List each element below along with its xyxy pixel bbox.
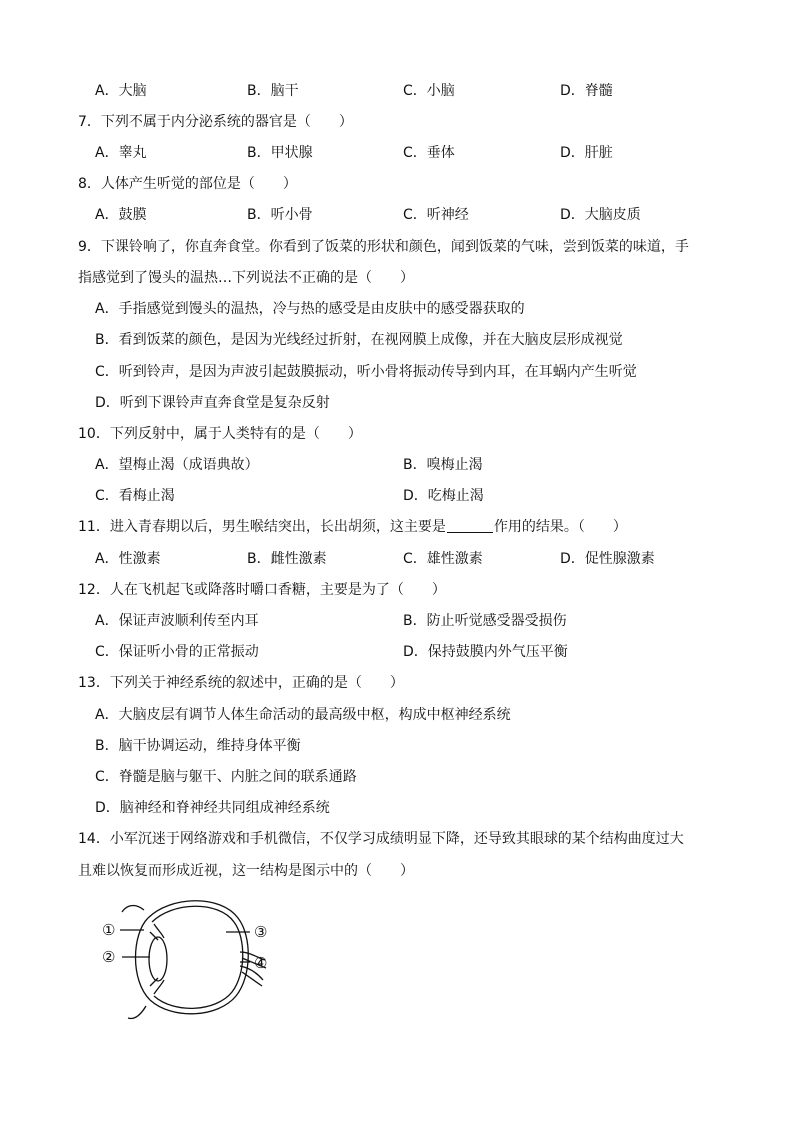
q7-stem: 7．下列不属于内分泌系统的器官是（ ） (78, 114, 353, 130)
q9-stem-line2: 指感觉到了馒头的温热…下列说法不正确的是（ ） (78, 270, 414, 286)
q12-option-c: C．保证听小骨的正常振动 (95, 644, 259, 660)
q10-option-d: D．吃梅止渴 (403, 488, 484, 504)
q6-option-c: C．小脑 (403, 83, 455, 99)
q8-stem: 8．人体产生听觉的部位是（ ） (78, 176, 297, 192)
q13-option-a: A．大脑皮层有调节人体生命活动的最高级中枢，构成中枢神经系统 (95, 707, 511, 723)
q13-stem: 13．下列关于神经系统的叙述中，正确的是（ ） (78, 675, 404, 691)
figure-label-4: ④ (254, 954, 268, 972)
q14-stem-line1: 14．小军沉迷于网络游戏和手机微信，不仅学习成绩明显下降，还导致其眼球的某个结构曲度过大 (78, 831, 684, 847)
q6-option-b: B．脑干 (247, 83, 299, 99)
q9-option-b: B．看到饭菜的颜色，是因为光线经过折射，在视网膜上成像，并在大脑皮层形成视觉 (95, 332, 623, 348)
q11-option-c: C．雄性激素 (403, 551, 483, 567)
q11-option-b: B．雌性激素 (247, 551, 327, 567)
q7-option-c: C．垂体 (403, 145, 455, 161)
q12-stem: 12．人在飞机起飞或降落时嚼口香糖，主要是为了（ ） (78, 582, 446, 598)
q11-option-d: D．促性腺激素 (560, 551, 655, 567)
figure-label-1: ① (102, 921, 116, 939)
q8-option-d: D．大脑皮质 (560, 207, 641, 223)
figure-label-3: ③ (254, 923, 268, 941)
q9-option-d: D．听到下课铃声直奔食堂是复杂反射 (95, 395, 330, 411)
q8-option-b: B．听小骨 (247, 207, 313, 223)
q7-option-d: D．肝脏 (560, 145, 613, 161)
q13-option-b: B．脑干协调运动，维持身体平衡 (95, 738, 301, 754)
q7-option-b: B．甲状腺 (247, 145, 313, 161)
q9-option-c: C．听到铃声，是因为声波引起鼓膜振动，听小骨将振动传导到内耳，在耳蜗内产生听觉 (95, 364, 637, 380)
q12-option-d: D．保持鼓膜内外气压平衡 (403, 644, 568, 660)
q12-option-a: A．保证声波顺利传至内耳 (95, 613, 259, 629)
eye-diagram (100, 888, 290, 1028)
q11-stem-post: 作用的结果。（ ） (493, 519, 627, 535)
q12-option-b: B．防止听觉感受器受损伤 (403, 613, 567, 629)
q8-option-a: A．鼓膜 (95, 207, 147, 223)
q9-stem-line1: 9．下课铃响了，你直奔食堂。你看到了饭菜的形状和颜色，闻到饭菜的气味，尝到饭菜的味道，手 (78, 239, 689, 255)
q13-option-d: D．脑神经和脊神经共同组成神经系统 (95, 800, 330, 816)
q11-option-a: A．性激素 (95, 551, 161, 567)
q10-option-b: B．嗅梅止渴 (403, 457, 483, 473)
q8-option-c: C．听神经 (403, 207, 469, 223)
q10-stem: 10．下列反射中，属于人类特有的是（ ） (78, 426, 362, 442)
q10-option-a: A．望梅止渴（成语典故） (95, 457, 259, 473)
q14-stem-line2: 且难以恢复而形成近视，这一结构是图示中的（ ） (78, 863, 414, 879)
q11-stem-pre: 11．进入青春期以后，男生喉结突出，长出胡须，这主要是 (78, 519, 446, 535)
q13-option-c: C．脊髓是脑与躯干、内脏之间的联系通路 (95, 769, 357, 785)
q6-option-d: D．脊髓 (560, 83, 613, 99)
q11-blank (447, 518, 493, 533)
q10-option-c: C．看梅止渴 (95, 488, 175, 504)
q7-option-a: A．睾丸 (95, 145, 147, 161)
q6-option-a: A．大脑 (95, 83, 147, 99)
q9-option-a: A．手指感觉到馒头的温热，冷与热的感受是由皮肤中的感受器获取的 (95, 301, 525, 317)
q11-stem (78, 517, 627, 537)
figure-label-2: ② (102, 948, 116, 966)
